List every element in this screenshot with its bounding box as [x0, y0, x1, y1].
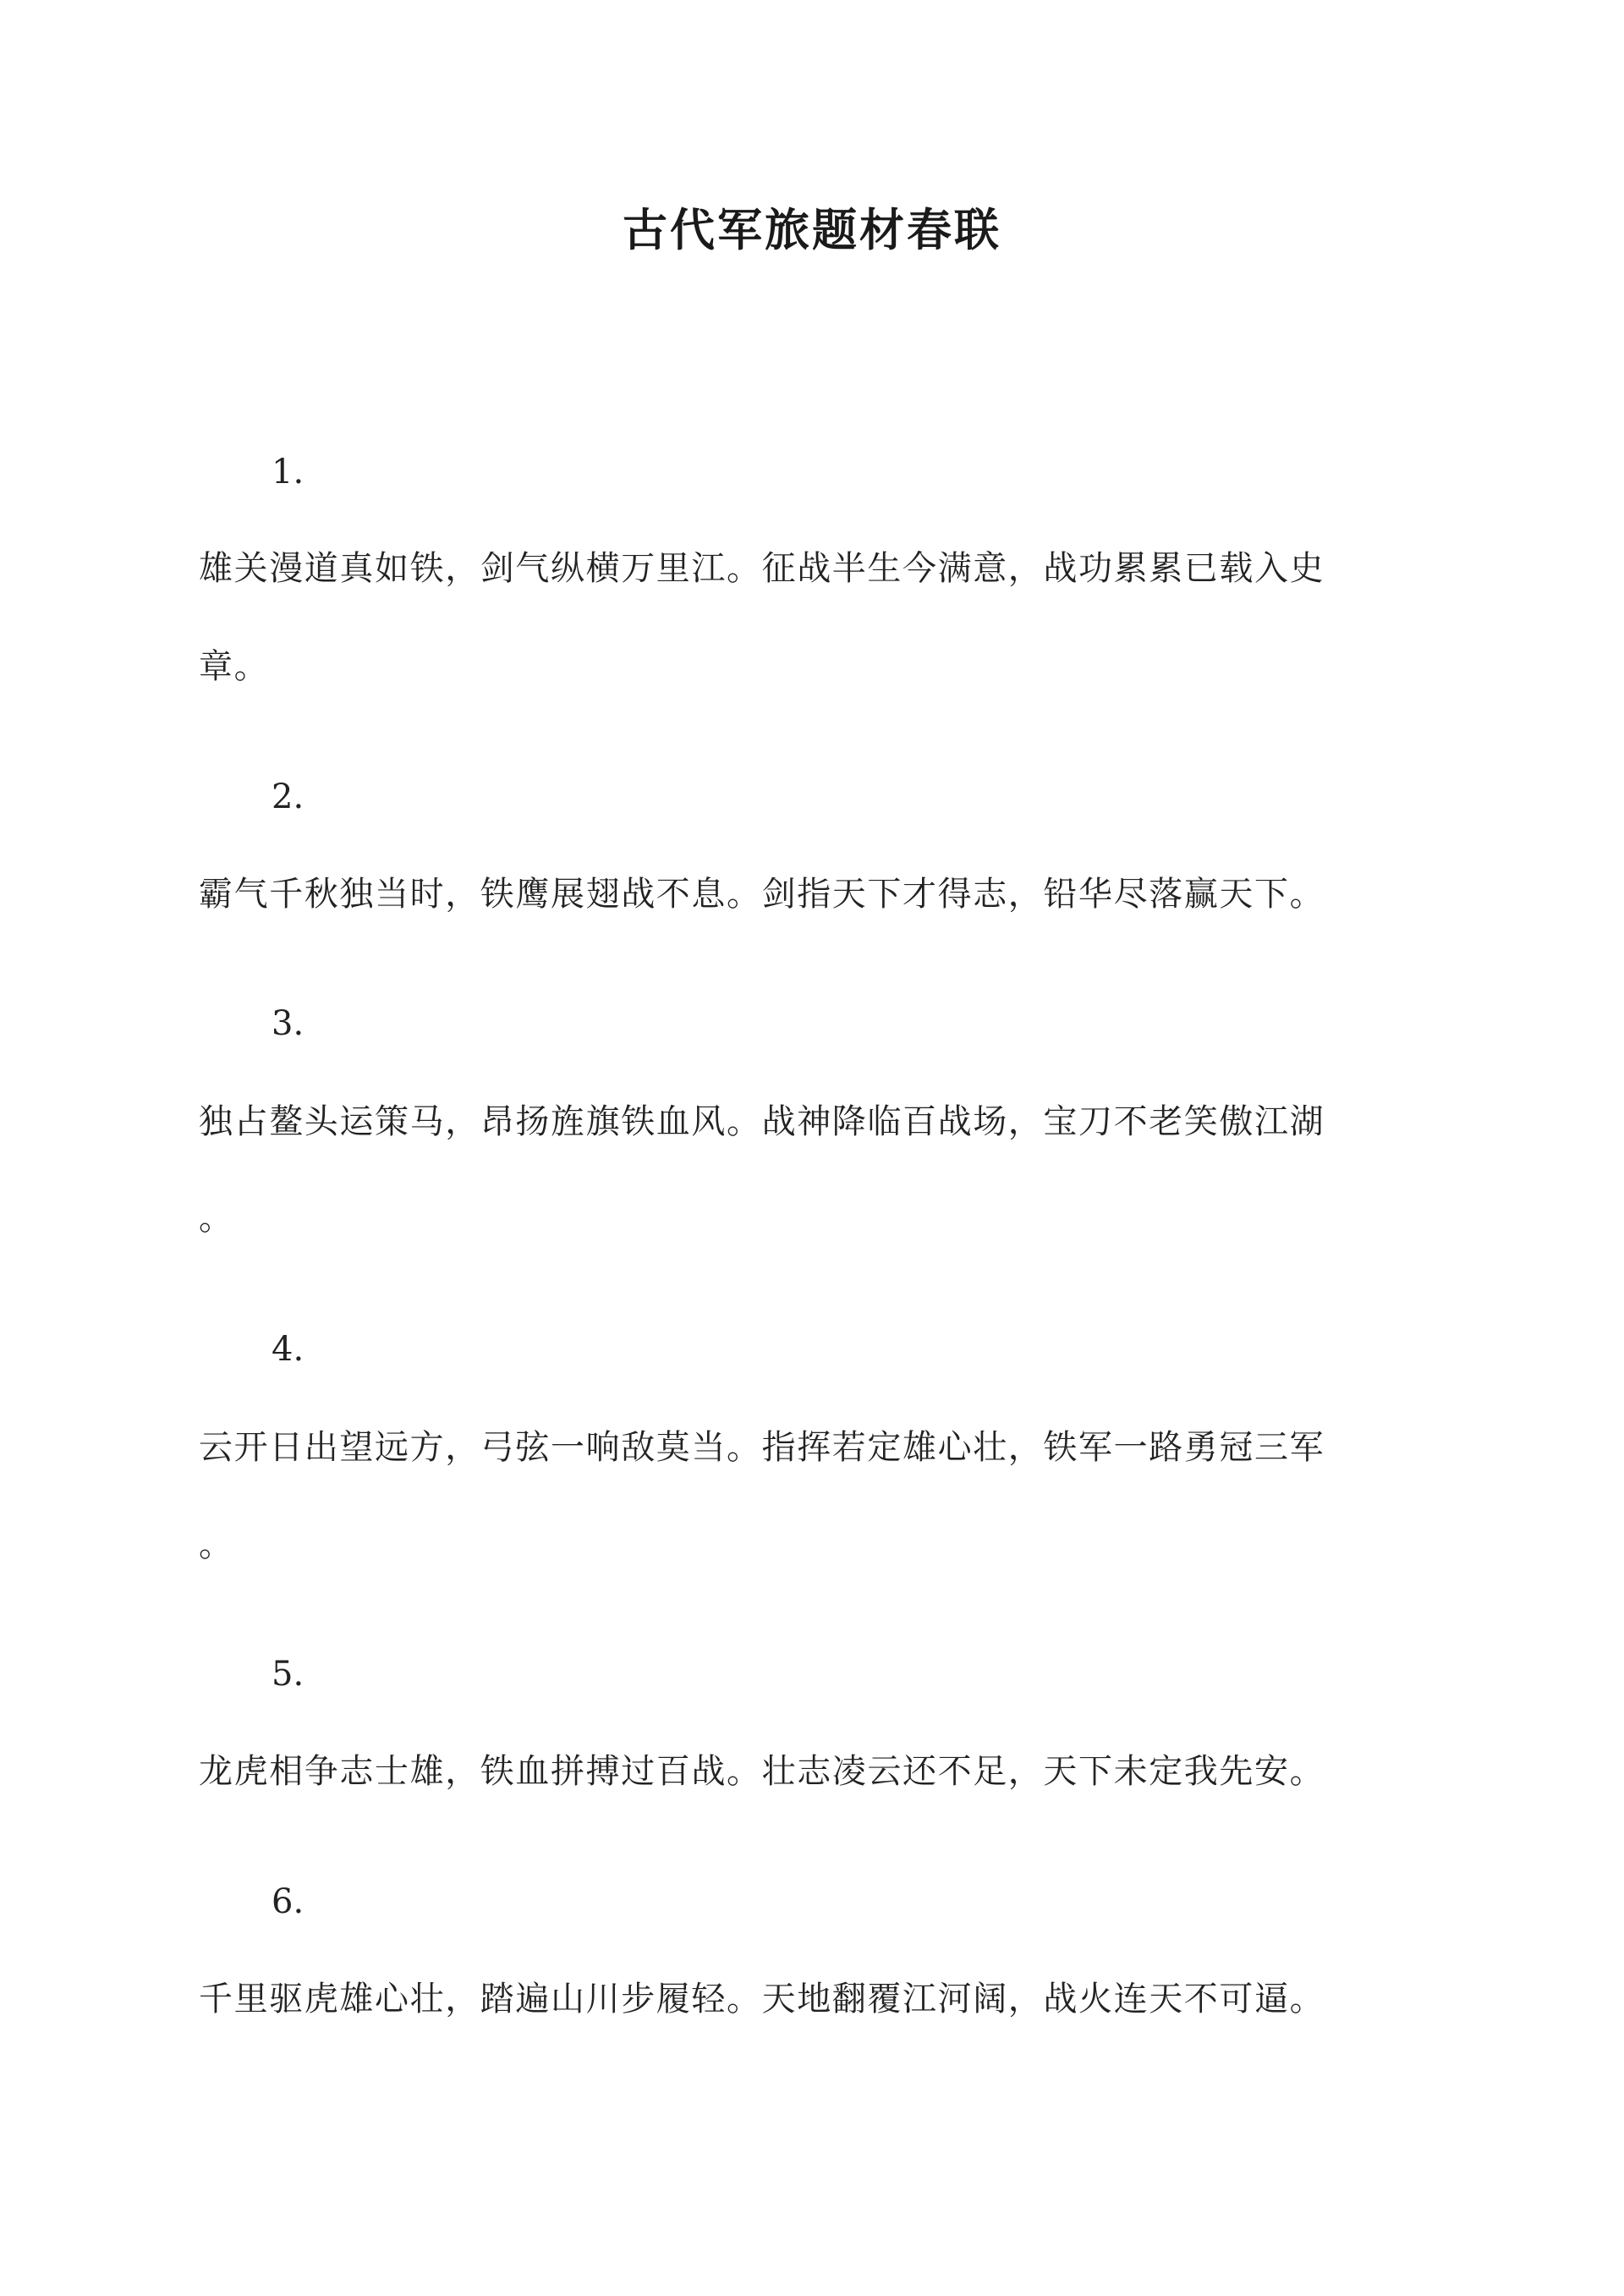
couplet-number: 1.: [272, 453, 304, 492]
couplet-text-line: 独占鳌头运策马，昂扬旌旗铁血风。战神降临百战场，宝刀不老笑傲江湖: [199, 1102, 1325, 1141]
couplet-text-line: 霸气千秋独当时，铁鹰展翅战不息。剑指天下才得志，铅华尽落赢天下。: [199, 875, 1325, 914]
couplet-text-line: 云开日出望远方，弓弦一响敌莫当。指挥若定雄心壮，铁军一路勇冠三军: [199, 1428, 1325, 1467]
couplet-text-line: 章。: [199, 647, 270, 686]
couplet-number: 3.: [272, 1004, 304, 1043]
couplet-text-line: 雄关漫道真如铁，剑气纵横万里江。征战半生今满意，战功累累已载入史: [199, 549, 1325, 588]
couplet-text-line: 千里驱虎雄心壮，踏遍山川步履轻。天地翻覆江河阔，战火连天不可逼。: [199, 1980, 1325, 2019]
couplet-text-line: 。: [199, 1525, 234, 1564]
couplet-number: 4.: [272, 1330, 304, 1369]
couplet-text-line: 龙虎相争志士雄，铁血拼搏过百战。壮志凌云还不足，天下未定我先安。: [199, 1752, 1325, 1791]
couplet-number: 6.: [272, 1882, 304, 1921]
couplet-text-line: 。: [199, 1199, 234, 1238]
couplet-number: 5.: [272, 1655, 304, 1694]
document-title: 古代军旅题材春联: [623, 204, 1001, 256]
couplet-number: 2.: [272, 777, 304, 816]
